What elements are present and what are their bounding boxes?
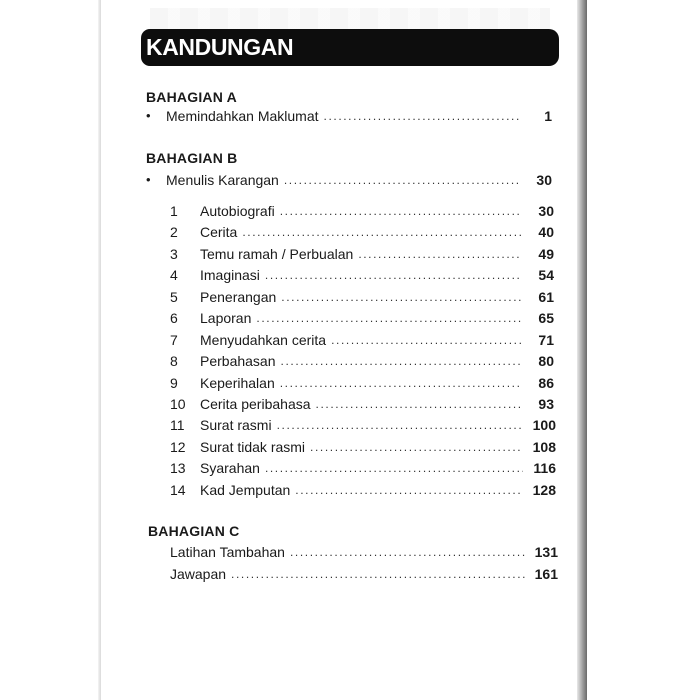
toc-sub-entry-page: 61 [538,289,554,305]
toc-entry [146,168,552,188]
toc-sub-entry-label: Syarahan [200,460,260,476]
toc-sub-entry-page: 71 [538,332,554,348]
toc-sub-entry-page: 49 [538,246,554,262]
dot-leader [265,267,521,283]
toc-sub-entry [170,413,556,433]
toc-sub-entry-number: 8 [170,353,178,369]
dot-leader [290,544,525,560]
toc-sub-entry [170,242,554,262]
toc-sub-entry-label: Cerita [200,224,238,240]
toc-sub-entry-label: Surat rasmi [200,417,272,433]
toc-sub-entry [170,371,554,391]
bullet-icon: • [146,108,151,123]
toc-sub-entry-page: 93 [538,396,554,412]
toc-sub-entry [170,285,554,305]
toc-sub-entry-number: 4 [170,267,178,283]
dot-leader [324,108,519,124]
dot-leader [265,460,523,476]
toc-entry [170,562,558,582]
toc-sub-entry-number: 11 [170,417,185,433]
toc-sub-entry-page: 128 [532,482,556,498]
toc-entry-page: 30 [536,172,552,188]
dot-leader [316,396,521,412]
toc-sub-entry-page: 86 [538,375,554,391]
dot-leader [280,375,521,391]
toc-sub-entry [170,328,554,348]
toc-sub-entry [170,306,554,326]
toc-entry-label: Memindahkan Maklumat [166,108,319,124]
toc-sub-entry-page: 100 [532,417,556,433]
dot-leader [256,310,521,326]
toc-entry-label: Menulis Karangan [166,172,279,188]
toc-sub-entry [170,435,556,455]
dot-leader [331,332,521,348]
toc-sub-entry-number: 1 [170,203,178,219]
page-edge [98,0,101,700]
toc-sub-entry-label: Surat tidak rasmi [200,439,306,455]
toc-entry-page: 1 [544,108,552,124]
toc-sub-entry-label: Temu ramah / Perbualan [200,246,354,262]
toc-sub-entry-number: 2 [170,224,178,240]
toc-sub-entry-page: 54 [538,267,554,283]
section-heading-a: BAHAGIAN A [146,89,237,105]
toc-sub-entry-label: Perbahasan [200,353,276,369]
dot-leader [281,353,521,369]
toc-sub-entry-page: 40 [538,224,554,240]
dot-leader [281,289,521,305]
toc-entry-label: Latihan Tambahan [170,544,285,560]
dot-leader [295,482,523,498]
toc-sub-entry [170,478,556,498]
toc-sub-entry-page: 65 [538,310,554,326]
toc-sub-entry [170,456,556,476]
toc-sub-entry-page: 30 [538,203,554,219]
toc-sub-entry-label: Keperihalan [200,375,275,391]
toc-sub-entry-label: Laporan [200,310,252,326]
toc-sub-entry [170,392,554,412]
toc-sub-entry-number: 13 [170,460,186,476]
dot-leader [277,417,523,433]
toc-entry-page: 161 [534,566,558,582]
dot-leader [310,439,523,455]
toc-sub-entry-number: 14 [170,482,186,498]
toc-entry [170,540,558,560]
toc-sub-entry-number: 9 [170,375,178,391]
toc-sub-entry-label: Penerangan [200,289,277,305]
page-title: KANDUNGAN [146,34,294,60]
page-spine-shadow [577,0,587,700]
toc-sub-entry-label: Autobiografi [200,203,275,219]
toc-sub-entry-number: 3 [170,246,178,262]
toc-sub-entry-number: 10 [170,396,186,412]
dot-leader [231,566,525,582]
toc-entry [146,104,552,124]
toc-sub-entry-page: 80 [538,353,554,369]
toc-sub-entry [170,199,554,219]
toc-sub-entry [170,263,554,283]
dot-leader [280,203,521,219]
toc-sub-entry-label: Imaginasi [200,267,260,283]
toc-entry-label: Jawapan [170,566,227,582]
toc-sub-entry-label: Menyudahkan cerita [200,332,327,348]
section-heading-c: BAHAGIAN C [148,523,240,539]
toc-sub-entry-number: 6 [170,310,178,326]
toc-sub-entry-page: 108 [532,439,556,455]
toc-sub-entry [170,220,554,240]
toc-sub-entry-number: 5 [170,289,178,305]
toc-sub-entry [170,349,554,369]
toc-sub-entry-label: Kad Jemputan [200,482,291,498]
bullet-icon: • [146,172,151,187]
dot-leader [242,224,521,240]
toc-entry-page: 131 [534,544,558,560]
toc-sub-entry-page: 116 [533,460,556,476]
toc-sub-entry-label: Cerita peribahasa [200,396,311,412]
toc-sub-entry-number: 7 [170,332,178,348]
dot-leader [284,172,519,188]
toc-sub-entry-number: 12 [170,439,186,455]
section-heading-b: BAHAGIAN B [146,150,238,166]
dot-leader [358,246,521,262]
